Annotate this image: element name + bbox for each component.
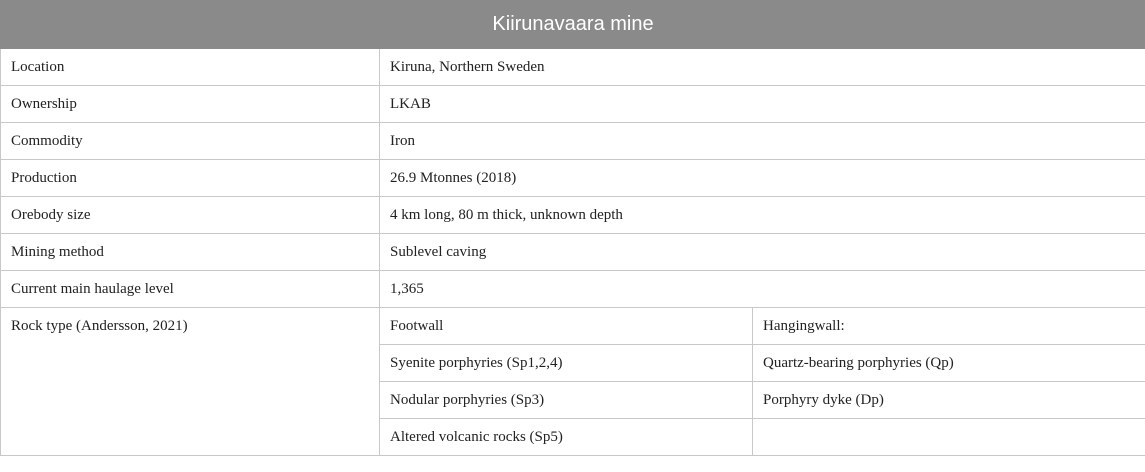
footwall-rock: Nodular porphyries (Sp3)	[380, 382, 753, 419]
row-label: Current main haulage level	[1, 271, 380, 308]
hangingwall-rock: Porphyry dyke (Dp)	[753, 382, 1145, 419]
row-label: Location	[1, 49, 380, 86]
row-value: 1,365	[380, 271, 1145, 308]
row-label: Orebody size	[1, 197, 380, 234]
footwall-rock: Altered volcanic rocks (Sp5)	[380, 419, 753, 456]
row-label: Production	[1, 160, 380, 197]
table-row	[1, 86, 1145, 123]
hangingwall-rock: Quartz-bearing porphyries (Qp)	[753, 345, 1145, 382]
table-row	[1, 49, 1145, 86]
rock-type-label: Rock type (Andersson, 2021)	[1, 308, 380, 456]
rock-type-row	[1, 308, 1145, 345]
row-value: LKAB	[380, 86, 1145, 123]
title-row	[1, 1, 1145, 49]
row-label: Mining method	[1, 234, 380, 271]
footwall-rock: Syenite porphyries (Sp1,2,4)	[380, 345, 753, 382]
table-row	[1, 160, 1145, 197]
hangingwall-rock	[753, 419, 1145, 456]
footwall-header: Footwall	[380, 308, 753, 345]
row-label: Ownership	[1, 86, 380, 123]
row-value: Iron	[380, 123, 1145, 160]
row-value: 4 km long, 80 m thick, unknown depth	[380, 197, 1145, 234]
row-value: Sublevel caving	[380, 234, 1145, 271]
table-row	[1, 197, 1145, 234]
row-value: 26.9 Mtonnes (2018)	[380, 160, 1145, 197]
table-row	[1, 271, 1145, 308]
row-label: Commodity	[1, 123, 380, 160]
row-value: Kiruna, Northern Sweden	[380, 49, 1145, 86]
table-row	[1, 234, 1145, 271]
table-row	[1, 123, 1145, 160]
table-title: Kiirunavaara mine	[1, 1, 1145, 49]
hangingwall-header: Hangingwall:	[753, 308, 1145, 345]
